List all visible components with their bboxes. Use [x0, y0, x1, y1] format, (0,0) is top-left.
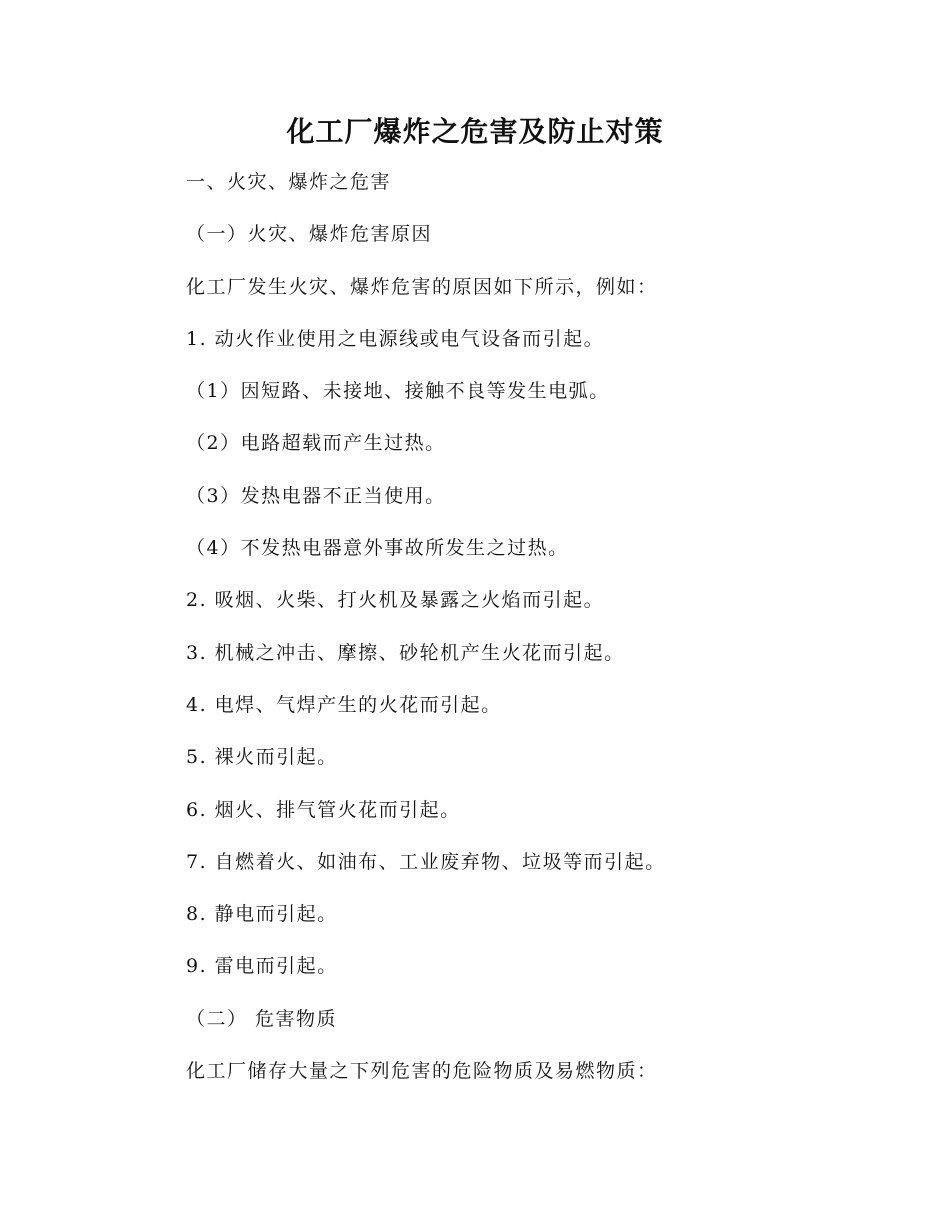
sub-list-item: （1）因短路、未接地、接触不良等发生电弧。: [186, 380, 610, 403]
list-item: 4. 电焊、气焊产生的火花而引起。: [186, 693, 502, 716]
list-item: 6. 烟火、排气管火花而引起。: [186, 798, 461, 821]
paragraph: 化工厂发生火灾、爆炸危害的原因如下所示，例如：: [186, 275, 658, 298]
list-item: 5. 裸火而引起。: [186, 746, 338, 769]
subsection-heading: （一）火灾、爆炸危害原因: [186, 223, 433, 246]
document-title: 化工厂爆炸之危害及防止对策: [286, 115, 664, 148]
list-item: 7. 自燃着火、如油布、工业废弃物、垃圾等而引起。: [186, 850, 666, 873]
list-item: 2. 吸烟、火柴、打火机及暴露之火焰而引起。: [186, 589, 605, 612]
sub-list-item: （3）发热电器不正当使用。: [186, 484, 446, 507]
list-item: 9. 雷电而引起。: [186, 955, 338, 978]
list-item: 1. 动火作业使用之电源线或电气设备而引起。: [186, 327, 605, 350]
subsection-heading: （二） 危害物质: [186, 1007, 338, 1030]
list-item: 3. 机械之冲击、摩擦、砂轮机产生火花而引起。: [186, 641, 625, 664]
sub-list-item: （4）不发热电器意外事故所发生之过热。: [186, 537, 569, 560]
paragraph: 化工厂储存大量之下列危害的危险物质及易燃物质：: [186, 1060, 658, 1083]
section-heading: 一、火灾、爆炸之危害: [186, 171, 392, 193]
list-item: 8. 静电而引起。: [186, 903, 338, 926]
document-body: [186, 166, 886, 1107]
sub-list-item: （2）电路超载而产生过热。: [186, 432, 446, 455]
